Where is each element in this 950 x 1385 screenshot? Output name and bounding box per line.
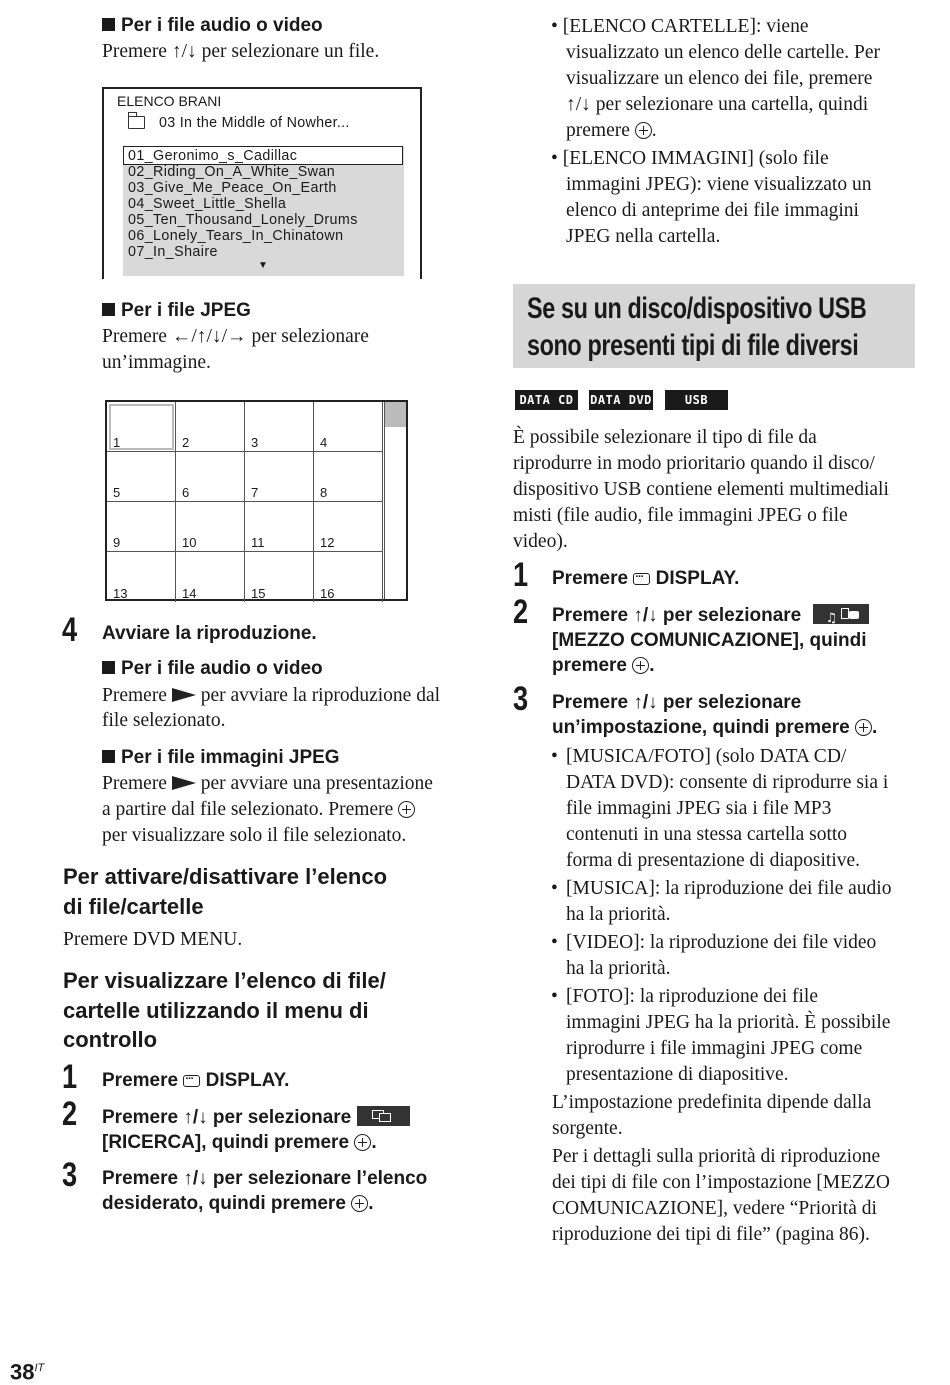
play-audio-heading: Per i file audio o video — [102, 657, 323, 681]
list-item[interactable]: 05_Ten_Thousand_Lonely_Drums — [128, 212, 358, 228]
step-number: 4 — [62, 611, 78, 649]
step-text: Premere ··· DISPLAY. — [102, 1068, 289, 1093]
step-text: Premere ··· DISPLAY. — [552, 566, 739, 591]
scrollbar[interactable] — [384, 402, 406, 599]
display-button-icon — [183, 1075, 200, 1087]
step-number: 1 — [62, 1058, 78, 1096]
step-text: Premere ↑/↓ per selezionare l’elenco desiderato, quindi premere . — [102, 1168, 428, 1214]
enter-button-icon — [354, 1134, 371, 1151]
scrollbar-thumb[interactable] — [385, 402, 406, 427]
list-item[interactable]: 03_Give_Me_Peace_On_Earth — [128, 180, 337, 196]
thumbnail[interactable]: 10 — [176, 502, 245, 552]
thumbnail-grid — [105, 400, 408, 601]
step-text: Premere ↑/↓ per selezionare [RICERCA], quindi premere . — [102, 1105, 410, 1155]
banner-line-2: sono presenti tipi di file diversi — [527, 329, 859, 362]
option-video: • [VIDEO]: la riproduzione dei file video ha la priorità. — [551, 932, 877, 979]
search-menu-icon — [357, 1106, 410, 1126]
folder-icon — [128, 116, 145, 129]
thumbnail[interactable]: 16 — [314, 552, 383, 602]
file-list-screen — [102, 87, 422, 279]
file-list-title: ELENCO BRANI — [117, 93, 222, 109]
jpeg-instruction-line-1: Premere ←/↑/↓/→ per selezionare — [102, 326, 369, 347]
scroll-down-icon[interactable]: ▼ — [258, 260, 268, 271]
option-musica: • [MUSICA]: la riproduzione dei file audio ha la priorità. — [551, 878, 892, 925]
step-number: 3 — [62, 1156, 78, 1194]
step-title: Avviare la riproduzione. — [102, 623, 317, 644]
audio-video-heading: Per i file audio o video — [102, 14, 323, 38]
thumbnail[interactable]: 1 — [107, 402, 176, 452]
option-foto: • [FOTO]: la riproduzione dei file immagini JPEG ha la priorità. È possibile riprodurre i file immagini JPEG come presentazione di diapositive. — [551, 986, 891, 1085]
list-item[interactable]: 06_Lonely_Tears_In_Chinatown — [128, 228, 344, 244]
thumbnail[interactable]: 2 — [176, 402, 245, 452]
play-jpeg-line-1: Premere per avviare una presentazione — [102, 773, 433, 794]
play-audio-line-1: Premere per avviare la riproduzione dal — [102, 685, 441, 706]
enter-button-icon — [351, 1195, 368, 1212]
list-item[interactable]: 07_In_Shaire — [128, 244, 218, 260]
list-item[interactable]: 04_Sweet_Little_Shella — [128, 196, 287, 212]
step-text: Premere ↑/↓ per selezionare un’impostazione, quindi premere . — [552, 692, 878, 738]
banner-line-1: Se su un disco/dispositivo USB — [527, 292, 867, 325]
bullet-elenco-immagini: • [ELENCO IMMAGINI] (solo file immagini JPEG): viene visualizzato un elenco di anteprime dei file immagini JPEG nella cartella. — [551, 148, 872, 247]
play-jpeg-line-2: a partire dal file selezionato. Premere — [102, 797, 415, 823]
step-number: 2 — [62, 1095, 78, 1133]
default-setting-note: L’impostazione predefinita dipende dalla sorgente. — [552, 1092, 872, 1139]
page-number: $38^{IT}$ — [10, 1359, 45, 1385]
thumbnail[interactable]: 11 — [245, 502, 314, 552]
step-number: 2 — [513, 593, 529, 631]
section-heading-toggle-list: Per attivare/disattivare l’elenco di file/cartelle — [63, 864, 388, 919]
intro-paragraph: È possibile selezionare il tipo di file da riprodurre in modo prioritario quando il disco/ dispositivo USB contiene elementi multimediali misti (file audio, file immagini JPEG o file video). — [513, 427, 889, 552]
badge-data-dvd: DATA DVD — [589, 390, 653, 410]
list-item[interactable]: 01_Geronimo_s_Cadillac — [128, 148, 298, 164]
thumbnail[interactable]: 15 — [245, 552, 314, 602]
display-button-icon — [633, 573, 650, 585]
toggle-list-instruction: Premere DVD MENU. — [63, 929, 243, 950]
thumbnail[interactable]: 9 — [107, 502, 176, 552]
section-banner — [513, 284, 915, 368]
enter-button-icon — [398, 801, 415, 818]
thumbnail[interactable]: 14 — [176, 552, 245, 602]
play-icon — [172, 688, 196, 702]
play-jpeg-line-3: per visualizzare solo il file selezionato. — [102, 825, 407, 846]
play-icon — [172, 776, 196, 790]
thumbnail[interactable]: 12 — [314, 502, 383, 552]
jpeg-heading: Per i file JPEG — [102, 299, 251, 323]
thumbnail[interactable]: 3 — [245, 402, 314, 452]
enter-button-icon — [635, 122, 652, 139]
thumbnail[interactable]: 8 — [314, 452, 383, 502]
enter-button-icon — [855, 719, 872, 736]
thumbnail[interactable]: 4 — [314, 402, 383, 452]
media-menu-icon: ♫ — [813, 604, 869, 624]
option-musica-foto: • [MUSICA/FOTO] (solo DATA CD/ DATA DVD): consente di riprodurre sia i file immagini JPEG sia i file MP3 contenuti in una stessa cartella sotto forma di presentazione di diapositive. — [551, 746, 889, 871]
step-text: Premere ↑/↓ per selezionare ♫ [MEZZO COMUNICAZIONE], quindi premere . — [552, 603, 869, 678]
bullet-elenco-cartelle: • [ELENCO CARTELLE]: viene visualizzato un elenco delle cartelle. Per visualizzare un elenco dei file, premere ↑/↓ per selezionare una cartella, quindi premere . — [551, 16, 881, 141]
thumbnail[interactable]: 7 — [245, 452, 314, 502]
jpeg-instruction-line-2: un’immagine. — [102, 352, 211, 373]
step-number: 3 — [513, 680, 529, 718]
file-list-area — [123, 146, 404, 276]
list-item[interactable]: 02_Riding_On_A_White_Swan — [128, 164, 336, 180]
thumbnail[interactable]: 6 — [176, 452, 245, 502]
enter-button-icon — [632, 657, 649, 674]
thumbnail[interactable]: 13 — [107, 552, 176, 602]
audio-video-instruction: Premere ↑/↓ per selezionare un file. — [102, 41, 380, 62]
step-number: 1 — [513, 556, 529, 594]
details-note: Per i dettagli sulla priorità di riproduzione dei tipi di file con l’impostazione [MEZZO COMUNICAZIONE], vedere “Priorità di riproduzione dei tipi di file” (pagina 86). — [552, 1146, 890, 1245]
badge-usb: USB — [665, 390, 728, 410]
folder-name: 03 In the Middle of Nowher... — [159, 115, 350, 131]
play-audio-line-2: file selezionato. — [102, 710, 226, 731]
badge-data-cd: DATA CD — [515, 390, 578, 410]
play-jpeg-heading: Per i file immagini JPEG — [102, 746, 340, 770]
thumbnail[interactable]: 5 — [107, 452, 176, 502]
section-heading-control-menu: Per visualizzare l’elenco di file/ cartelle utilizzando il menu di controllo — [63, 968, 386, 1052]
